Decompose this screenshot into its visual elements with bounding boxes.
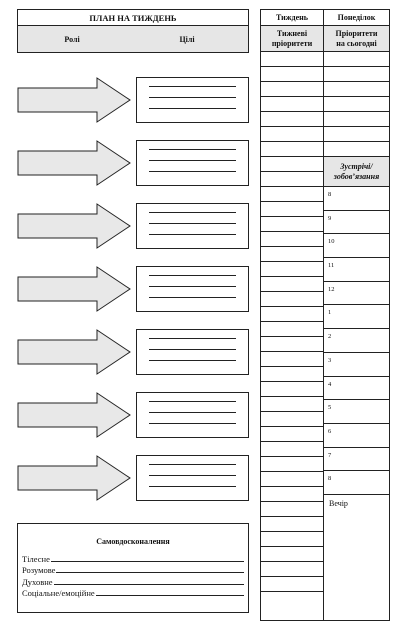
- week-priority-cell[interactable]: [261, 292, 323, 307]
- weekly-plan-section: [17, 9, 249, 517]
- week-priority-cell[interactable]: [261, 157, 323, 172]
- role-goal-row: [17, 77, 249, 123]
- goal-line: [149, 97, 236, 98]
- day-priority-cells: [324, 52, 389, 157]
- day-priorities-header: [324, 26, 389, 52]
- goal-line: [149, 475, 236, 476]
- write-line: [56, 572, 244, 573]
- week-priority-cell[interactable]: [261, 562, 323, 577]
- day-priority-cell[interactable]: [324, 97, 389, 112]
- day-priority-cell[interactable]: [324, 67, 389, 82]
- hour-slot[interactable]: 3: [324, 353, 389, 377]
- week-priority-cell[interactable]: [261, 97, 323, 112]
- role-goal-row: [17, 140, 249, 186]
- goal-line: [149, 160, 236, 161]
- goal-line: [149, 286, 236, 287]
- goal-line: [149, 234, 236, 235]
- hour-slot[interactable]: 8: [324, 187, 389, 211]
- week-header: Тиждень: [261, 10, 323, 26]
- week-priority-cell[interactable]: [261, 397, 323, 412]
- goal-box[interactable]: [136, 77, 249, 123]
- hour-slot[interactable]: 4: [324, 377, 389, 401]
- week-priority-cell[interactable]: [261, 517, 323, 532]
- week-priority-cell[interactable]: [261, 352, 323, 367]
- week-priority-cell[interactable]: [261, 322, 323, 337]
- self-improvement-title: Самовдосконалення: [96, 537, 170, 546]
- goal-line: [149, 401, 236, 402]
- week-priority-cell[interactable]: [261, 427, 323, 442]
- write-line: [96, 595, 244, 596]
- week-priority-cell[interactable]: [261, 187, 323, 202]
- write-line: [54, 584, 244, 585]
- role-arrow[interactable]: [17, 77, 132, 123]
- plan-title: ПЛАН НА ТИЖДЕНЬ: [18, 10, 248, 26]
- hour-slot[interactable]: 9: [324, 211, 389, 235]
- meetings-line1: Зустрічі/: [340, 161, 373, 171]
- improvement-item-label: Соціальне/емоційне: [22, 588, 95, 598]
- goal-line: [149, 412, 236, 413]
- role-arrow[interactable]: [17, 455, 132, 501]
- week-priority-cell[interactable]: [261, 532, 323, 547]
- day-priority-cell[interactable]: [324, 127, 389, 142]
- goal-line: [149, 338, 236, 339]
- goal-line: [149, 275, 236, 276]
- week-priority-cell[interactable]: [261, 382, 323, 397]
- week-priority-cell[interactable]: [261, 202, 323, 217]
- week-priority-cell[interactable]: [261, 67, 323, 82]
- goal-line: [149, 171, 236, 172]
- meetings-header: [324, 157, 389, 187]
- role-goal-row: [17, 392, 249, 438]
- role-arrow[interactable]: [17, 329, 132, 375]
- week-priority-cell[interactable]: [261, 247, 323, 262]
- goal-line: [149, 297, 236, 298]
- week-priority-cell[interactable]: [261, 112, 323, 127]
- hour-slot[interactable]: 7: [324, 448, 389, 472]
- hour-slot[interactable]: 1: [324, 305, 389, 329]
- improvement-item-label: Розумове: [22, 565, 56, 575]
- write-line: [51, 561, 244, 562]
- day-priorities-line1: Пріоритети: [335, 28, 378, 38]
- improvement-item-physical[interactable]: [22, 552, 244, 564]
- hour-slot[interactable]: 6: [324, 424, 389, 448]
- day-column: [324, 10, 389, 620]
- week-priority-cell[interactable]: [261, 172, 323, 187]
- week-priority-cell[interactable]: [261, 232, 323, 247]
- hour-slot[interactable]: 12: [324, 282, 389, 306]
- day-priorities-line2: на сьогодні: [336, 38, 377, 48]
- goal-line: [149, 86, 236, 87]
- hour-slot[interactable]: 11: [324, 258, 389, 282]
- goal-line: [149, 423, 236, 424]
- evening-label: Вечір: [329, 498, 348, 508]
- improvement-item-label: Духовне: [22, 576, 53, 587]
- goal-box[interactable]: [136, 455, 249, 501]
- improvement-item-social[interactable]: [22, 587, 244, 599]
- hour-slot[interactable]: 10: [324, 234, 389, 258]
- week-priority-cell[interactable]: [261, 472, 323, 487]
- role-arrow[interactable]: [17, 266, 132, 312]
- goal-line: [149, 360, 236, 361]
- goal-box[interactable]: [136, 203, 249, 249]
- week-priority-cell[interactable]: [261, 307, 323, 322]
- week-column: [261, 10, 324, 620]
- goals-label: Цілі: [179, 34, 195, 44]
- plan-subheader: [18, 26, 248, 52]
- day-header: Понеділок: [324, 10, 389, 26]
- day-priority-cell[interactable]: [324, 52, 389, 67]
- week-priority-cell[interactable]: [261, 547, 323, 562]
- goal-line: [149, 486, 236, 487]
- week-priority-cell[interactable]: [261, 457, 323, 472]
- day-priority-cell[interactable]: [324, 82, 389, 97]
- week-priority-cell[interactable]: [261, 82, 323, 97]
- week-priority-cell[interactable]: [261, 52, 323, 67]
- week-priority-cell[interactable]: [261, 277, 323, 292]
- goal-line: [149, 349, 236, 350]
- meetings-line2: зобов’язання: [333, 171, 380, 181]
- schedule-grid: [260, 9, 390, 621]
- week-priority-cell[interactable]: [261, 577, 323, 592]
- week-priority-cell[interactable]: [261, 412, 323, 427]
- goal-line: [149, 223, 236, 224]
- role-arrow[interactable]: [17, 140, 132, 186]
- hour-slot[interactable]: 2: [324, 329, 389, 353]
- hour-slot[interactable]: 5: [324, 400, 389, 424]
- week-priority-cell[interactable]: [261, 442, 323, 457]
- improvement-item-spiritual[interactable]: [22, 575, 244, 587]
- improvement-item-label: Тілесне: [22, 553, 50, 564]
- role-goal-row: [17, 329, 249, 375]
- day-priority-cell[interactable]: [324, 112, 389, 127]
- week-priority-cell[interactable]: [261, 217, 323, 232]
- week-priority-cell[interactable]: [261, 502, 323, 517]
- week-priority-cell[interactable]: [261, 127, 323, 142]
- goal-line: [149, 108, 236, 109]
- self-improvement-box: [17, 523, 249, 613]
- goal-box[interactable]: [136, 392, 249, 438]
- role-arrow[interactable]: [17, 392, 132, 438]
- goal-line: [149, 149, 236, 150]
- goal-box[interactable]: [136, 266, 249, 312]
- week-priority-cell[interactable]: [261, 142, 323, 157]
- goal-line: [149, 464, 236, 465]
- goal-box[interactable]: [136, 140, 249, 186]
- week-priority-cell[interactable]: [261, 262, 323, 277]
- week-priority-cell[interactable]: [261, 337, 323, 352]
- hour-slot[interactable]: 8: [324, 471, 389, 495]
- role-goal-row: [17, 455, 249, 501]
- week-priorities-line2: пріоритети: [271, 38, 313, 48]
- improvement-item-mental[interactable]: [22, 564, 244, 576]
- week-priorities-line1: Тижневі: [276, 28, 308, 38]
- goal-line: [149, 212, 236, 213]
- day-priority-cell[interactable]: [324, 142, 389, 157]
- hour-cells: [324, 187, 389, 495]
- week-priorities-header: [261, 26, 323, 52]
- goal-box[interactable]: [136, 329, 249, 375]
- role-goal-rows: [17, 77, 249, 517]
- week-priority-cell[interactable]: [261, 367, 323, 382]
- role-arrow[interactable]: [17, 203, 132, 249]
- week-priority-cell[interactable]: [261, 487, 323, 502]
- role-goal-row: [17, 203, 249, 249]
- roles-label: Ролі: [64, 34, 80, 44]
- plan-header: [17, 9, 249, 53]
- role-goal-row: [17, 266, 249, 312]
